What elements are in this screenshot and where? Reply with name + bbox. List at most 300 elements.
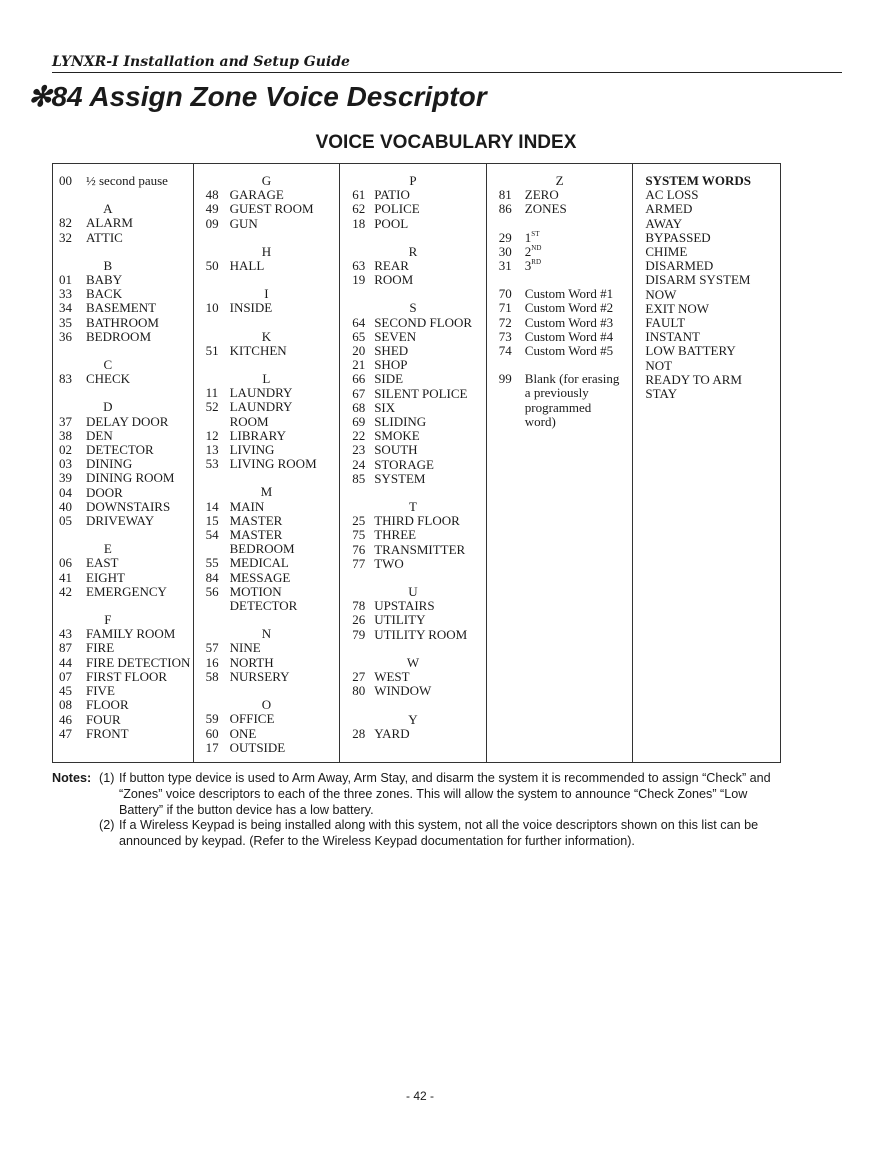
vocab-entry xyxy=(53,627,193,641)
vocab-entry xyxy=(487,372,633,429)
section-letter: U xyxy=(408,584,418,600)
vocab-entry xyxy=(194,202,340,216)
vocab-entry xyxy=(194,217,340,231)
vocab-entry xyxy=(194,301,340,315)
system-word: LOW BATTERY xyxy=(645,343,736,359)
word-text: MAIN xyxy=(229,498,265,514)
word-text: ZONES xyxy=(524,201,567,217)
vocab-section xyxy=(340,500,486,571)
word-text: DOWNSTAIRS xyxy=(86,498,171,514)
vocab-section xyxy=(194,330,340,358)
vocab-entry xyxy=(340,628,486,642)
word-code: 26 xyxy=(352,612,366,628)
section-letter: W xyxy=(406,654,420,670)
vocab-entry xyxy=(53,486,193,500)
word-text: DEN xyxy=(86,427,113,443)
vocab-section xyxy=(194,698,340,755)
word-code: 62 xyxy=(352,201,366,217)
notes xyxy=(52,771,792,850)
ordinal-suffix: ND xyxy=(531,243,542,252)
vocab-entry xyxy=(53,273,193,287)
vocab-entry xyxy=(194,443,340,457)
note-number: (2) xyxy=(99,818,115,833)
section-letter: R xyxy=(408,243,418,259)
word-text: BATHROOM xyxy=(86,314,159,330)
vocab-entry xyxy=(194,344,340,358)
word-code: 15 xyxy=(205,512,219,528)
word-text: INSIDE xyxy=(229,300,273,316)
system-word: AC LOSS xyxy=(645,187,699,203)
vocab-section xyxy=(53,202,193,245)
vocab-entry xyxy=(487,202,633,216)
vocab-entry xyxy=(194,641,340,655)
vocab-entry xyxy=(194,727,340,741)
word-code: 58 xyxy=(205,668,219,684)
word-code: 77 xyxy=(352,555,366,571)
word-text: NINE xyxy=(229,640,261,656)
section-letter: T xyxy=(409,499,417,515)
vocab-entry xyxy=(53,727,193,741)
vocab-entry xyxy=(340,613,486,627)
word-code: 21 xyxy=(352,357,366,373)
word-text: SIDE xyxy=(374,371,404,387)
word-code: 38 xyxy=(59,427,72,443)
vocab-entry xyxy=(487,301,633,315)
word-text: BASEMENT xyxy=(86,300,157,316)
word-text: TRANSMITTER xyxy=(374,541,466,557)
vocab-entry xyxy=(340,387,486,401)
vocab-entry xyxy=(53,641,193,655)
word-text: SILENT POLICE xyxy=(374,385,468,401)
word-code: 11 xyxy=(205,385,219,401)
word-text: REAR xyxy=(374,258,409,274)
word-text: FRONT xyxy=(86,725,129,741)
vocab-section xyxy=(53,174,193,188)
word-code: 19 xyxy=(352,272,366,288)
page-heading: ✻84 Assign Zone Voice Descriptor xyxy=(28,81,487,112)
vocab-entry xyxy=(194,656,340,670)
word-code: 39 xyxy=(59,470,72,486)
word-text: POOL xyxy=(374,215,409,231)
vocab-entry xyxy=(340,330,486,344)
vocab-section xyxy=(487,287,633,358)
vocab-entry xyxy=(487,330,633,344)
vocab-entry xyxy=(53,415,193,429)
word-code: 40 xyxy=(59,498,72,514)
word-code: 54 xyxy=(205,527,219,543)
system-word: ARMED xyxy=(645,201,693,217)
word-text: OUTSIDE xyxy=(229,739,286,755)
vocab-entry xyxy=(53,684,193,698)
note-text: If a Wireless Keypad is being installed along with this system, not all the voice descriptors shown on this list can be announced by keypad. (Refer to the Wireless Keypad documentation for further information). xyxy=(119,818,759,849)
word-text: ZERO xyxy=(524,187,559,203)
vocab-section xyxy=(340,174,486,231)
vocab-column-2 xyxy=(194,164,341,762)
word-text: Custom Word #1 xyxy=(524,286,614,302)
word-code: 47 xyxy=(59,725,72,741)
section-letter: S xyxy=(409,300,417,316)
word-code: 69 xyxy=(352,414,366,430)
system-word: FAULT xyxy=(645,315,686,331)
vocab-entry xyxy=(194,259,340,273)
word-text: LIBRARY xyxy=(229,427,286,443)
vocab-entry xyxy=(340,316,486,330)
vocab-entry xyxy=(194,514,340,528)
word-text: DINING ROOM xyxy=(86,470,175,486)
system-words-title: SYSTEM WORDS xyxy=(645,173,751,188)
word-code: 46 xyxy=(59,711,72,727)
word-text: SEVEN xyxy=(374,328,417,344)
word-code: 48 xyxy=(205,187,219,203)
word-text: MASTER BEDROOM xyxy=(229,527,295,557)
word-text: GUEST ROOM xyxy=(229,201,314,217)
word-text: EAST xyxy=(86,555,119,571)
vocab-section xyxy=(340,585,486,642)
vocab-entry xyxy=(340,514,486,528)
vocab-entry xyxy=(53,556,193,570)
word-code: 67 xyxy=(352,385,366,401)
ordinal-suffix: ST xyxy=(531,229,540,238)
section-letter: P xyxy=(409,173,417,188)
word-code: 66 xyxy=(352,371,366,387)
word-text: ATTIC xyxy=(86,229,123,245)
word-code: 81 xyxy=(498,187,512,203)
word-code: 37 xyxy=(59,413,72,429)
section-letter: C xyxy=(103,357,113,373)
word-code: 18 xyxy=(352,215,366,231)
system-word: READY TO ARM xyxy=(645,371,742,387)
word-code: 59 xyxy=(205,711,219,727)
vocab-entry xyxy=(340,429,486,443)
vocab-entry xyxy=(340,415,486,429)
word-code: 10 xyxy=(205,300,219,316)
word-text: SYSTEM xyxy=(374,470,426,486)
vocab-entry xyxy=(194,528,340,556)
word-code: 22 xyxy=(352,428,366,444)
vocab-section xyxy=(487,231,633,274)
word-text: WINDOW xyxy=(374,683,432,699)
word-text: OFFICE xyxy=(229,711,275,727)
word-code: 45 xyxy=(59,683,72,699)
word-text: ONE xyxy=(229,725,257,741)
vocab-entry xyxy=(340,557,486,571)
vocab-entry xyxy=(53,571,193,585)
system-words-column xyxy=(633,164,780,762)
word-text: NORTH xyxy=(229,654,274,670)
word-code: 23 xyxy=(352,442,366,458)
word-text: DELAY DOOR xyxy=(86,413,169,429)
section-letter: L xyxy=(262,371,271,387)
word-text: 2 xyxy=(524,243,532,259)
section-letter: E xyxy=(103,541,112,557)
word-code: 73 xyxy=(498,328,512,344)
vocab-entry xyxy=(340,599,486,613)
header-rule xyxy=(52,72,842,73)
word-text: SIX xyxy=(374,399,396,415)
vocab-entry xyxy=(340,188,486,202)
vocab-entry xyxy=(53,585,193,599)
word-text: STORAGE xyxy=(374,456,434,472)
word-text: DOOR xyxy=(86,484,123,500)
vocab-section xyxy=(340,656,486,699)
vocab-entry xyxy=(340,543,486,557)
section-letter: G xyxy=(261,173,272,188)
word-code: 99 xyxy=(498,371,512,387)
word-code: 33 xyxy=(59,286,72,302)
word-text: MOTION DETECTOR xyxy=(229,583,298,614)
word-code: 83 xyxy=(59,371,72,387)
word-text: EMERGENCY xyxy=(86,583,167,599)
vocab-entry xyxy=(340,358,486,372)
word-code: 75 xyxy=(352,527,366,543)
word-text: YARD xyxy=(374,725,410,741)
vocab-entry xyxy=(53,670,193,684)
word-text: GUN xyxy=(229,215,258,231)
system-word: BYPASSED xyxy=(645,229,711,245)
word-code: 27 xyxy=(352,669,366,685)
vocab-entry xyxy=(340,273,486,287)
word-code: 52 xyxy=(205,399,219,415)
section-title: VOICE VOCABULARY INDEX xyxy=(315,132,577,153)
word-text: MESSAGE xyxy=(229,569,291,585)
vocab-column-1 xyxy=(53,164,194,762)
word-code: 20 xyxy=(352,343,366,359)
vocab-entry xyxy=(340,727,486,741)
word-text: FOUR xyxy=(86,711,121,727)
word-text: FIRE xyxy=(86,640,115,656)
word-text: SMOKE xyxy=(374,428,420,444)
vocab-entry xyxy=(53,429,193,443)
word-code: 44 xyxy=(59,654,72,670)
vocab-entry xyxy=(340,372,486,386)
word-text: ½ second pause xyxy=(86,173,168,188)
word-code: 72 xyxy=(498,314,512,330)
vocab-section xyxy=(194,245,340,273)
word-code: 50 xyxy=(205,258,219,274)
vocab-entry xyxy=(53,443,193,457)
word-code: 34 xyxy=(59,300,72,316)
system-word: STAY xyxy=(645,386,678,402)
vocab-section xyxy=(340,245,486,288)
word-text: SLIDING xyxy=(374,414,427,430)
word-text: 1 xyxy=(524,229,532,245)
vocab-entry xyxy=(194,741,340,755)
ordinal-suffix: RD xyxy=(531,258,542,267)
word-text: LAUNDRY ROOM xyxy=(229,399,292,429)
notes-label: Notes: xyxy=(52,771,92,785)
vocab-entry xyxy=(53,231,193,245)
word-text: BACK xyxy=(86,286,123,302)
vocab-entry xyxy=(487,344,633,358)
vocab-section xyxy=(194,287,340,315)
word-code: 25 xyxy=(352,513,366,529)
word-text: ALARM xyxy=(86,215,133,231)
section-letter: K xyxy=(261,328,272,344)
word-text: DINING xyxy=(86,456,133,472)
word-code: 07 xyxy=(59,668,72,684)
word-text: SOUTH xyxy=(374,442,418,458)
word-code: 74 xyxy=(498,343,512,359)
vocab-entry xyxy=(194,500,340,514)
word-code: 68 xyxy=(352,399,366,415)
system-word: DISARMED xyxy=(645,258,714,274)
vocab-column-4 xyxy=(487,164,634,762)
word-text: FAMILY ROOM xyxy=(86,626,176,642)
word-code: 51 xyxy=(205,342,219,358)
word-text: UPSTAIRS xyxy=(374,598,435,614)
system-word: NOT xyxy=(645,357,673,373)
word-code: 09 xyxy=(205,215,219,231)
word-text: THREE xyxy=(374,527,417,543)
word-text: CHECK xyxy=(86,371,131,387)
word-text: UTILITY xyxy=(374,612,426,628)
vocab-entry xyxy=(53,330,193,344)
word-text: SHOP xyxy=(374,357,408,373)
word-code: 87 xyxy=(59,640,72,656)
word-text: 3 xyxy=(524,258,532,274)
vocab-entry xyxy=(53,174,193,188)
word-text: BEDROOM xyxy=(86,328,152,344)
word-code: 35 xyxy=(59,314,72,330)
vocab-entry xyxy=(194,712,340,726)
system-word: DISARM SYSTEM xyxy=(645,272,751,288)
system-word: EXIT NOW xyxy=(645,300,710,316)
word-text: SECOND FLOOR xyxy=(374,314,473,330)
word-text: DRIVEWAY xyxy=(86,513,155,529)
vocab-section xyxy=(340,301,486,486)
word-text: Custom Word #3 xyxy=(524,314,614,330)
section-letter: O xyxy=(261,697,272,713)
vocab-entry xyxy=(340,458,486,472)
word-code: 71 xyxy=(498,300,512,316)
word-text: NURSERY xyxy=(229,668,290,684)
section-letter: A xyxy=(103,201,113,217)
word-text: Custom Word #2 xyxy=(524,300,614,316)
word-code: 30 xyxy=(498,243,512,259)
vocab-entry xyxy=(340,202,486,216)
vocab-section xyxy=(487,372,633,429)
vocab-entry xyxy=(53,457,193,471)
word-code: 08 xyxy=(59,697,72,713)
word-code: 00 xyxy=(59,173,72,188)
vocab-entry xyxy=(194,585,340,613)
word-text: TWO xyxy=(374,555,404,571)
vocab-entry xyxy=(340,528,486,542)
vocab-entry xyxy=(340,670,486,684)
word-code: 86 xyxy=(498,201,512,217)
vocab-entry xyxy=(487,287,633,301)
word-text: UTILITY ROOM xyxy=(374,626,468,642)
word-code: 63 xyxy=(352,258,366,274)
word-code: 43 xyxy=(59,626,72,642)
word-code: 41 xyxy=(59,569,72,585)
word-code: 80 xyxy=(352,683,366,699)
vocab-entry xyxy=(340,472,486,486)
vocab-entry xyxy=(340,443,486,457)
word-code: 32 xyxy=(59,229,72,245)
section-letter: H xyxy=(261,243,272,259)
vocab-entry xyxy=(53,316,193,330)
word-code: 06 xyxy=(59,555,72,571)
system-word: AWAY xyxy=(645,215,683,231)
word-text: LIVING ROOM xyxy=(229,456,317,472)
vocab-section xyxy=(53,542,193,599)
vocab-entry xyxy=(340,217,486,231)
word-code: 55 xyxy=(205,555,219,571)
word-text: Custom Word #4 xyxy=(524,328,614,344)
word-code: 61 xyxy=(352,187,366,203)
word-text: FIRST FLOOR xyxy=(86,668,168,684)
word-code: 57 xyxy=(205,640,219,656)
vocab-section xyxy=(194,174,340,231)
vocab-entry xyxy=(487,188,633,202)
word-code: 49 xyxy=(205,201,219,217)
word-text: WEST xyxy=(374,669,410,685)
vocab-entry xyxy=(340,344,486,358)
word-text: MEDICAL xyxy=(229,555,289,571)
vocab-entry xyxy=(487,316,633,330)
word-code: 64 xyxy=(352,314,366,330)
word-text: MASTER xyxy=(229,512,283,528)
word-code: 82 xyxy=(59,215,72,231)
word-text: HALL xyxy=(229,258,265,274)
vocab-entry xyxy=(53,287,193,301)
word-code: 01 xyxy=(59,272,72,288)
vocab-section xyxy=(194,485,340,613)
vocab-entry xyxy=(53,372,193,386)
word-code: 56 xyxy=(205,583,219,599)
guide-title: LYNXR-I Installation and Setup Guide xyxy=(52,54,350,70)
word-code: 31 xyxy=(498,258,512,274)
section-letter: N xyxy=(261,626,272,642)
page-number: - 42 - xyxy=(405,1089,434,1103)
vocab-entry xyxy=(53,500,193,514)
vocab-entry xyxy=(53,471,193,485)
vocab-entry xyxy=(194,670,340,684)
word-code: 13 xyxy=(205,442,219,458)
vocab-entry xyxy=(53,698,193,712)
word-code: 03 xyxy=(59,456,72,472)
vocab-section xyxy=(53,613,193,741)
note-text: If button type device is used to Arm Away, Arm Stay, and disarm the system it is recommended to assign “Check” and “Zones” voice descriptors to each of the three zones. This will allow the system to announce “Check Zones” “Low Battery” if the button device has a low battery. xyxy=(119,771,771,817)
word-text: BABY xyxy=(86,272,123,288)
word-code: 42 xyxy=(59,583,72,599)
word-code: 24 xyxy=(352,456,366,472)
vocab-entry xyxy=(340,684,486,698)
vocab-column-3 xyxy=(340,164,487,762)
word-code: 05 xyxy=(59,513,72,529)
word-text: POLICE xyxy=(374,201,420,217)
vocab-section xyxy=(194,372,340,471)
word-code: 29 xyxy=(498,229,512,245)
word-code: 76 xyxy=(352,541,366,557)
vocab-section xyxy=(340,713,486,741)
word-text: FLOOR xyxy=(86,697,129,713)
word-code: 04 xyxy=(59,484,72,500)
vocab-entry xyxy=(194,556,340,570)
word-text: DETECTOR xyxy=(86,442,154,458)
system-word: INSTANT xyxy=(645,329,700,345)
word-code: 53 xyxy=(205,456,219,472)
system-word: CHIME xyxy=(645,244,688,260)
system-word: NOW xyxy=(645,286,677,302)
word-text: KITCHEN xyxy=(229,342,287,358)
vocab-entry xyxy=(194,188,340,202)
vocab-entry xyxy=(53,713,193,727)
vocab-entry xyxy=(340,401,486,415)
section-letter: F xyxy=(104,612,112,628)
word-code: 65 xyxy=(352,328,366,344)
